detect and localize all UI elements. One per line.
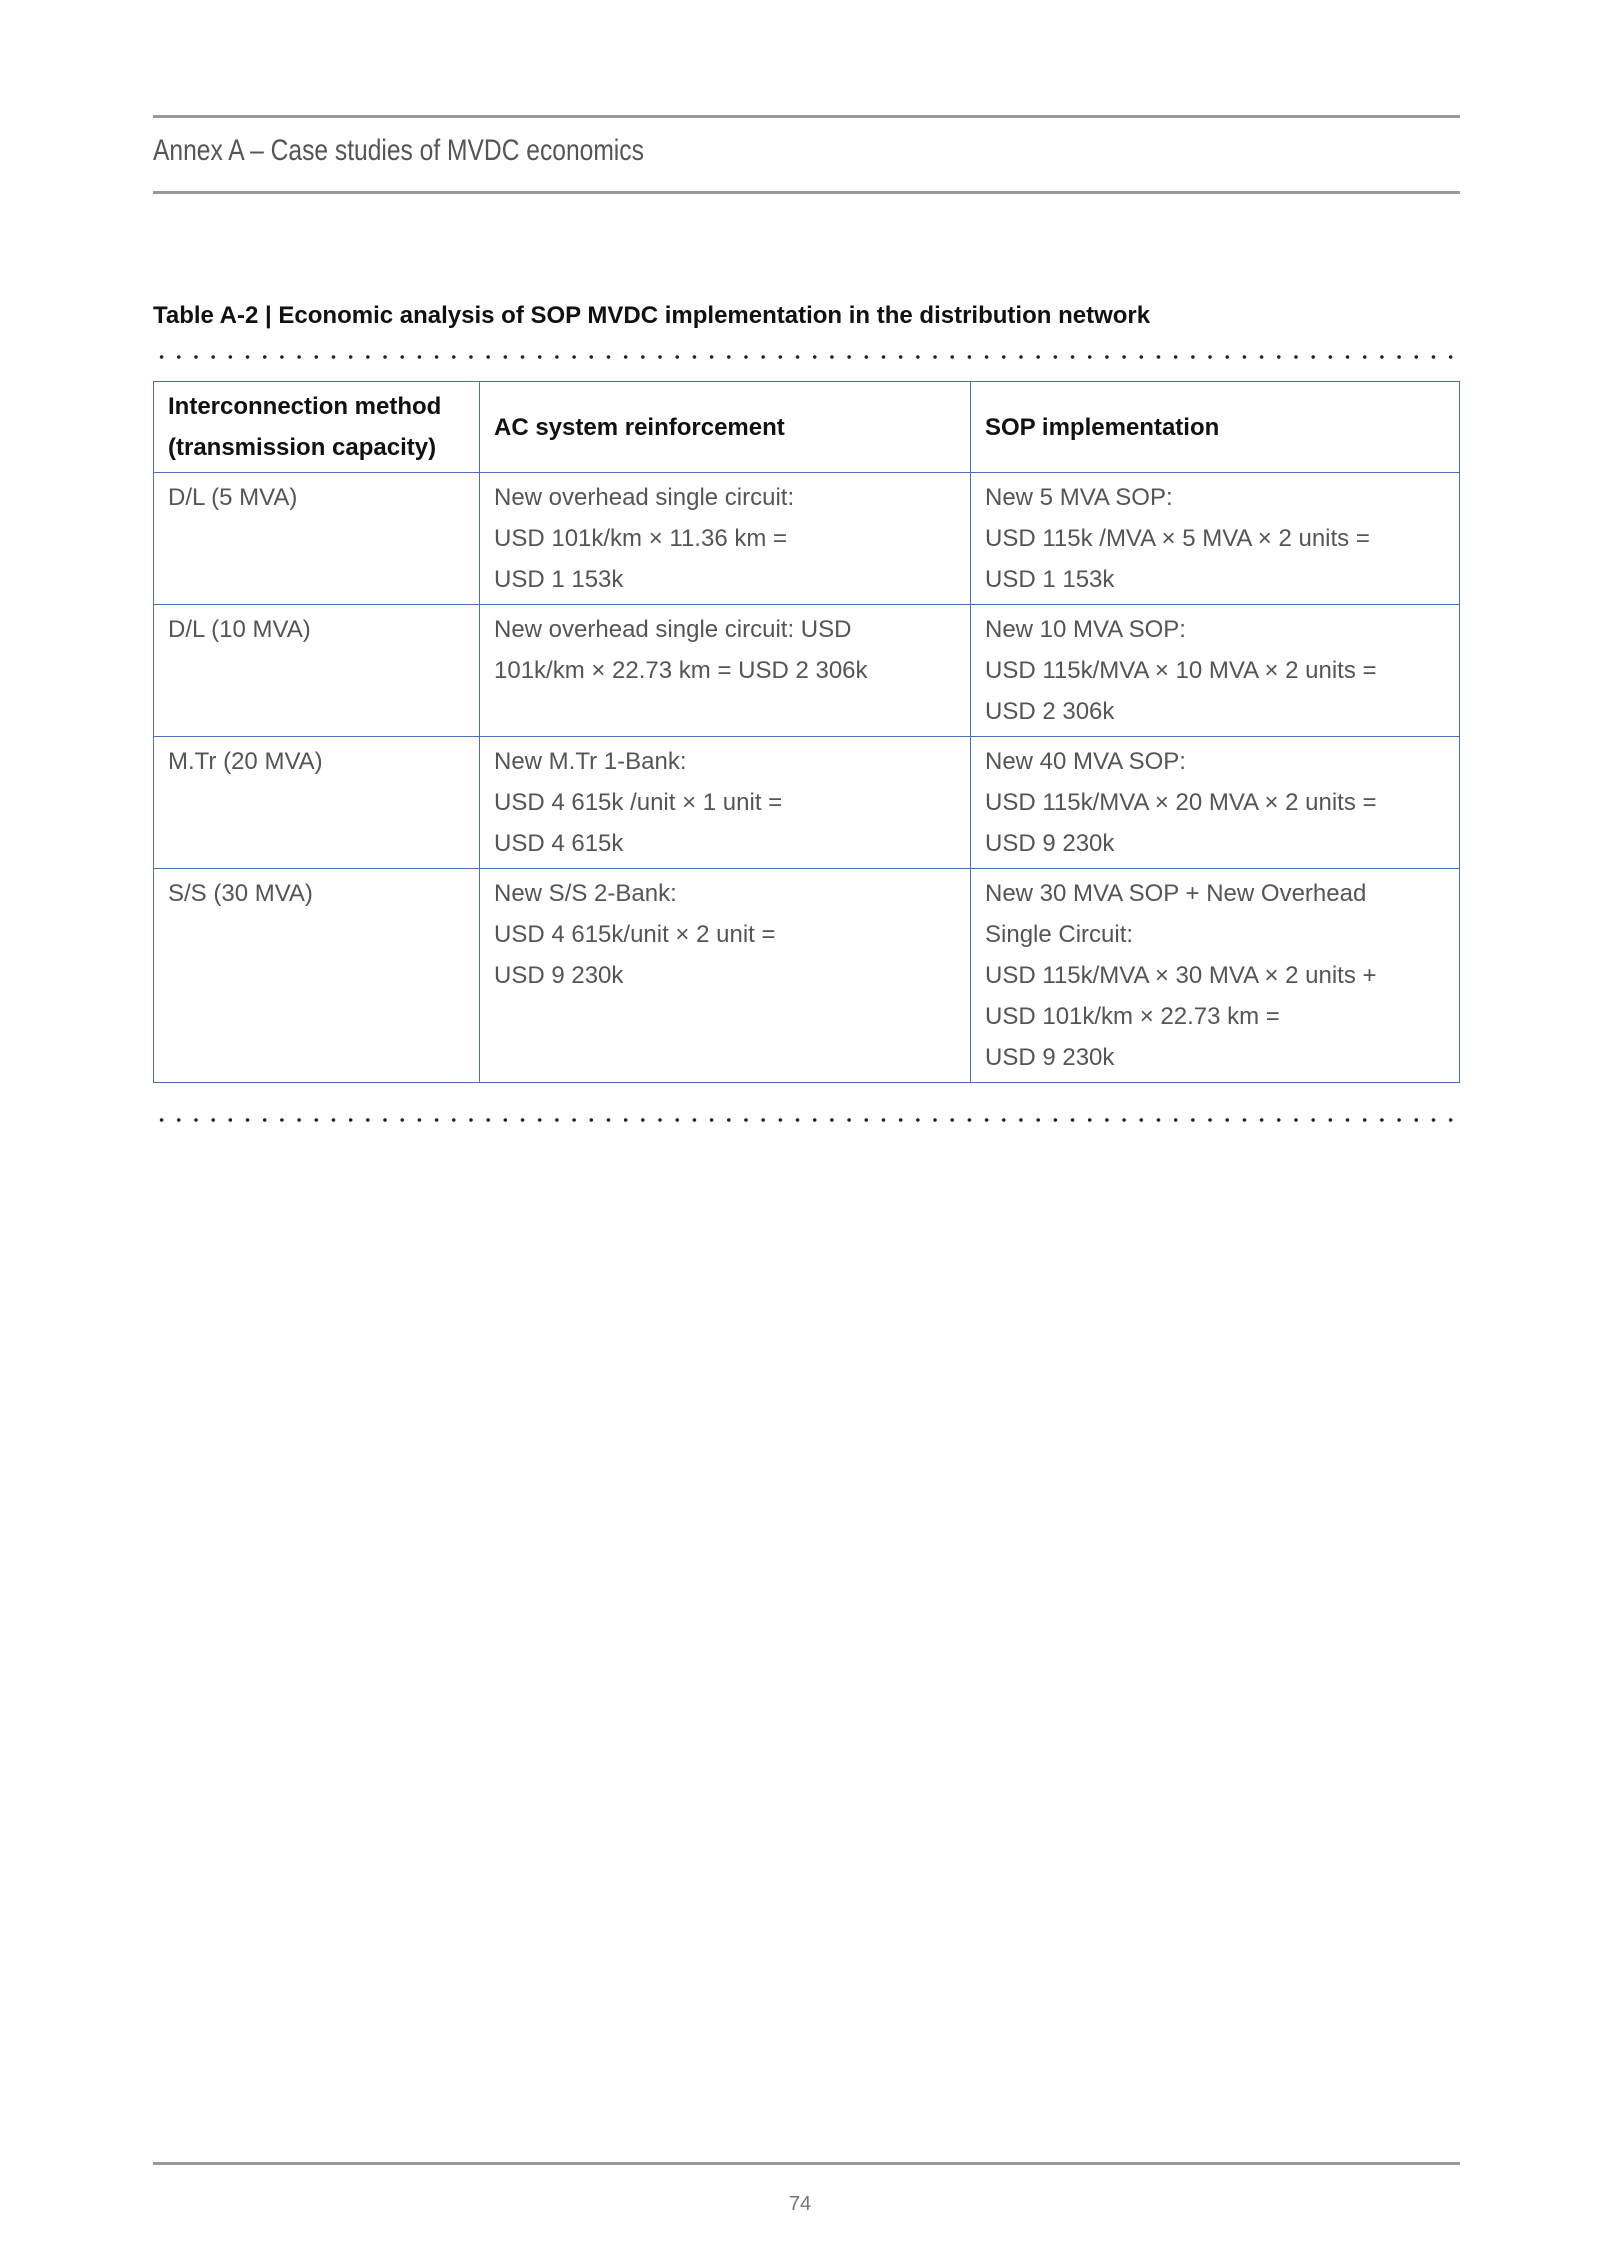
cell-line: USD 115k/MVA × 20 MVA × 2 units = [985,789,1377,816]
cell-line: New overhead single circuit: USD [494,616,852,643]
table-row [154,737,1460,869]
dotted-divider-bottom [153,1118,1460,1122]
table-caption: Table A-2 | Economic analysis of SOP MVDC implementation in the distribution network [153,302,1151,329]
cell-line: USD 2 306k [985,698,1115,725]
dotted-divider-top [153,355,1460,359]
cell-method: M.Tr (20 MVA) [154,737,480,869]
running-header: Annex A – Case studies of MVDC economics [153,134,644,167]
cell-line: USD 1 153k [494,566,624,593]
cell-line: USD 4 615k/unit × 2 unit = [494,921,776,948]
cell-line: New 10 MVA SOP: [985,616,1186,643]
cell-line: USD 115k /MVA × 5 MVA × 2 units = [985,525,1370,552]
cell-line: USD 4 615k /unit × 1 unit = [494,789,783,816]
cell-line: New 40 MVA SOP: [985,748,1186,775]
cell-line: USD 9 230k [985,1044,1115,1071]
cell-line: New M.Tr 1-Bank: [494,748,687,775]
cell-line: USD 101k/km × 22.73 km = [985,1003,1280,1030]
cell-line: USD 115k/MVA × 10 MVA × 2 units = [985,657,1377,684]
cell-sop [971,473,1460,605]
column-header-sop: SOP implementation [971,382,1460,473]
cell-method: D/L (10 MVA) [154,605,480,737]
header-bottom-rule [153,191,1460,194]
cell-ac [480,473,971,605]
footer-rule [153,2162,1460,2165]
cell-line: 101k/km × 22.73 km = USD 2 306k [494,657,868,684]
cell-sop [971,737,1460,869]
cell-line: USD 1 153k [985,566,1115,593]
column-header-ac: AC system reinforcement [480,382,971,473]
cell-sop [971,605,1460,737]
page-number: 74 [788,2193,812,2215]
cell-line: New 30 MVA SOP + New Overhead [985,880,1367,907]
cell-line: New 5 MVA SOP: [985,484,1173,511]
cell-line: USD 115k/MVA × 30 MVA × 2 units + [985,962,1377,989]
header-top-rule [153,115,1460,118]
cell-line: Single Circuit: [985,921,1134,948]
economic-analysis-table [153,381,1460,1083]
cell-line: USD 4 615k [494,830,624,857]
cell-method: D/L (5 MVA) [154,473,480,605]
cell-line: New overhead single circuit: [494,484,795,511]
cell-ac [480,869,971,1083]
cell-ac [480,737,971,869]
cell-line: New S/S 2-Bank: [494,880,677,907]
cell-sop [971,869,1460,1083]
cell-method: S/S (30 MVA) [154,869,480,1083]
table-row [154,869,1460,1083]
cell-ac [480,605,971,737]
cell-line: USD 9 230k [494,962,624,989]
cell-line: USD 9 230k [985,830,1115,857]
table-header-row [154,382,1460,473]
table-row [154,605,1460,737]
cell-line: USD 101k/km × 11.36 km = [494,525,788,552]
table-row [154,473,1460,605]
column-header-method: Interconnection method (transmission capacity) [154,382,480,473]
